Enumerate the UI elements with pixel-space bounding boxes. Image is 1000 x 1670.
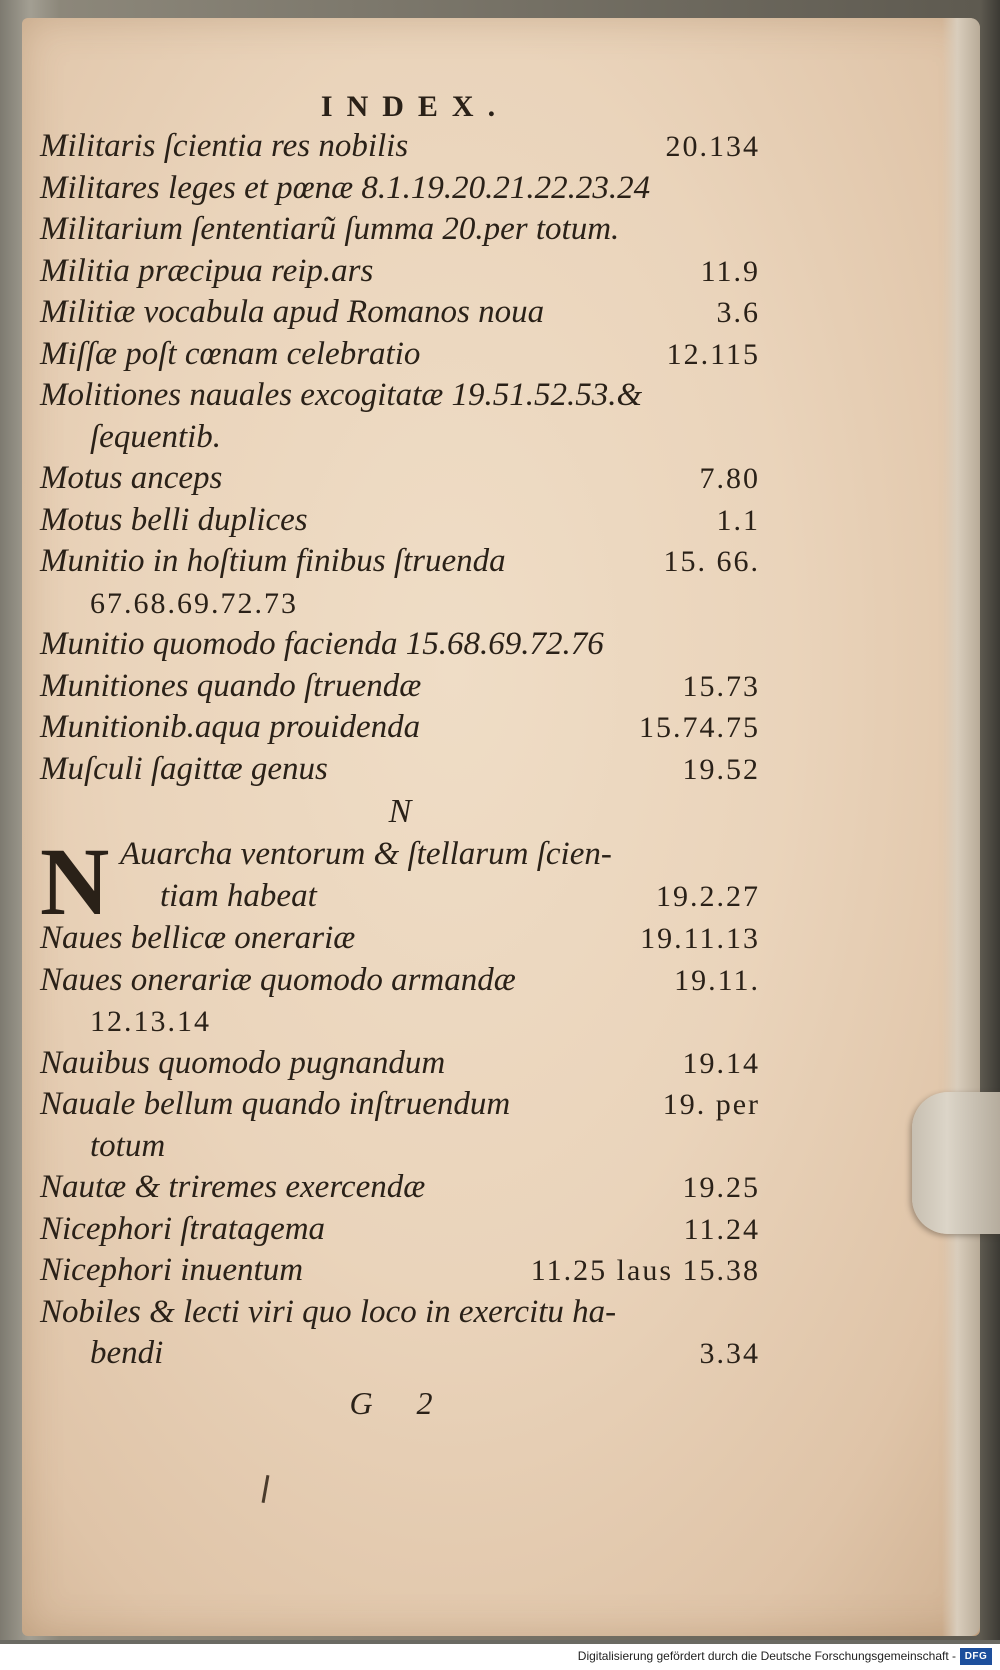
signature-mark: G 2	[349, 1384, 451, 1421]
index-entry: Munitio quomodo facienda 15.68.69.72.76	[40, 626, 604, 662]
index-entry: Naues onerariæ quomodo armandæ 19.11.	[40, 961, 760, 998]
dfg-logo: DFG	[960, 1648, 992, 1665]
drop-entry-line2: tiam habeat 19.2.27	[160, 878, 760, 914]
index-entry: Militiæ vocabula apud Romanos noua 3.6	[40, 294, 760, 330]
index-entry: Nauibus quomodo pugnandum 19.14	[40, 1044, 760, 1081]
index-entry-continuation: 12.13.14	[90, 1005, 211, 1038]
entries-n	[40, 918, 760, 1375]
index-entry: Militares leges et pœnæ 8.1.19.20.21.22.23.24	[40, 169, 651, 206]
index-entry: Muſculi ſagittæ genus 19.52	[40, 750, 760, 787]
index-entry: Nautæ & triremes exercendæ 19.25	[40, 1169, 760, 1205]
page-fore-edge	[942, 18, 980, 1636]
digitization-footer	[0, 1644, 1000, 1670]
index-entry: Miſſæ poſt cœnam celebratio 12.115	[40, 335, 760, 372]
index-entry: Munitio in hoſtium finibus ſtruenda 15. 66.	[40, 543, 760, 579]
index-entry: Militarium ſententiarũ ſumma 20.per totum.	[40, 211, 620, 247]
index-entry-continuation: 67.68.69.72.73	[90, 586, 298, 620]
index-entry: Militia præcipua reip.ars 11.9	[40, 252, 760, 289]
index-entry: Motus belli duplices 1.1	[40, 501, 760, 538]
entries-m	[40, 126, 760, 790]
drop-cap-initial: N	[40, 828, 110, 935]
index-entry: Naues bellicæ onerariæ 19.11.13	[40, 920, 760, 956]
index-entry: Motus anceps 7.80	[40, 460, 760, 496]
index-entry: Munitionib.aqua prouidenda 15.74.75	[40, 709, 760, 745]
index-entry-continuation: bendi 3.34	[90, 1335, 760, 1371]
running-head: INDEX.	[320, 90, 510, 123]
index-entry: Molitiones nauales excogitatæ 19.51.52.53.&	[40, 377, 643, 413]
index-text	[40, 90, 760, 1422]
drop-entry-line1: Auarcha ventorum & ſtellarum ſcien-	[120, 836, 612, 872]
footer-credit: Digitalisierung gefördert durch die Deutsche Forschungsgemeinschaft -	[577, 1649, 956, 1663]
index-entry-continuation: totum	[90, 1127, 166, 1164]
index-entry-continuation: ſequentib.	[90, 418, 222, 455]
index-entry: Nicephori inuentum 11.25 laus 15.38	[40, 1252, 760, 1288]
drop-cap-entry	[40, 828, 760, 935]
index-entry: Militaris ſcientia res nobilis 20.134	[40, 128, 760, 164]
index-entry: Nicephori ſtratagema 11.24	[40, 1210, 760, 1247]
book-clasp	[912, 1092, 1000, 1234]
index-entry: Nobiles & lecti viri quo loco in exercitu ha-	[40, 1293, 617, 1330]
index-entry: Munitiones quando ſtruendæ 15.73	[40, 667, 760, 704]
section-letter: N	[388, 793, 412, 830]
index-entry: Nauale bellum quando inſtruendum 19. per	[40, 1086, 760, 1122]
